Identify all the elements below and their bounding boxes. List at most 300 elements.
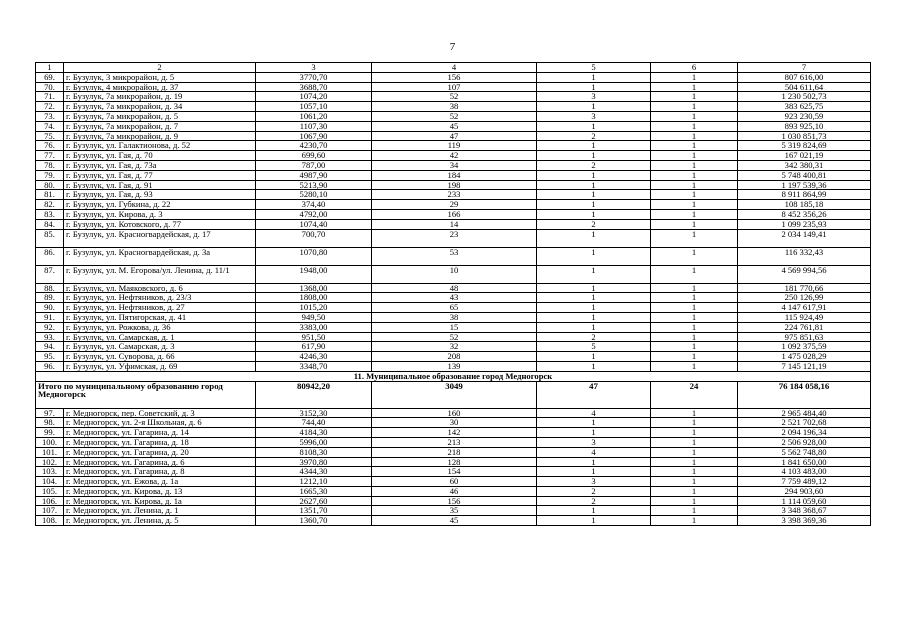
column-6-cell: 1 bbox=[651, 352, 738, 362]
column-6-cell: 1 bbox=[651, 219, 738, 229]
column-5-cell: 1 bbox=[537, 102, 651, 112]
area-cell: 3348,70 bbox=[256, 361, 372, 371]
residents-count-cell: 198 bbox=[372, 180, 537, 190]
row-number-cell: 104. bbox=[36, 477, 64, 487]
column-5-cell: 1 bbox=[537, 72, 651, 82]
row-number-cell: 75. bbox=[36, 131, 64, 141]
residents-count-cell: 10 bbox=[372, 265, 537, 283]
column-6-cell: 1 bbox=[651, 361, 738, 371]
area-cell: 1212,10 bbox=[256, 477, 372, 487]
address-cell: г. Бузулук, ул. Нефтяников, д. 23/3 bbox=[64, 293, 256, 303]
column-header: 3 bbox=[256, 63, 372, 73]
area-cell: 1808,00 bbox=[256, 293, 372, 303]
column-5-cell: 1 bbox=[537, 352, 651, 362]
table-row bbox=[36, 151, 871, 161]
row-number-cell: 88. bbox=[36, 283, 64, 293]
address-cell: г. Медногорск, ул. Гагарина, д. 6 bbox=[64, 457, 256, 467]
address-cell: г. Медногорск, ул. Кирова, д. 13 bbox=[64, 486, 256, 496]
column-5-cell: 1 bbox=[537, 361, 651, 371]
residents-count-cell: 208 bbox=[372, 352, 537, 362]
column-header-row bbox=[36, 63, 871, 73]
residents-count-cell: 35 bbox=[372, 506, 537, 516]
residents-count-cell: 29 bbox=[372, 200, 537, 210]
table-row bbox=[36, 428, 871, 438]
amount-cell: 8 911 864,99 bbox=[738, 190, 871, 200]
area-cell: 949,50 bbox=[256, 312, 372, 322]
amount-cell: 807 616,00 bbox=[738, 72, 871, 82]
address-cell: г. Бузулук, ул. Маяковского, д. 6 bbox=[64, 283, 256, 293]
address-cell: г. Бузулук, ул. Галактионова, д. 52 bbox=[64, 141, 256, 151]
row-number-cell: 99. bbox=[36, 428, 64, 438]
amount-cell: 2 034 149,41 bbox=[738, 229, 871, 247]
table-row bbox=[36, 121, 871, 131]
row-number-cell: 96. bbox=[36, 361, 64, 371]
area-cell: 5996,00 bbox=[256, 437, 372, 447]
table-row bbox=[36, 352, 871, 362]
column-6-cell: 1 bbox=[651, 457, 738, 467]
column-5-cell: 1 bbox=[537, 418, 651, 428]
address-cell: г. Бузулук, ул. Рожкова, д. 36 bbox=[64, 322, 256, 332]
residents-count-cell: 48 bbox=[372, 283, 537, 293]
table-row bbox=[36, 141, 871, 151]
residents-count-cell: 46 bbox=[372, 486, 537, 496]
column-5-cell: 3 bbox=[537, 92, 651, 102]
row-number-cell: 69. bbox=[36, 72, 64, 82]
amount-cell: 5 562 748,80 bbox=[738, 447, 871, 457]
address-cell: г. Медногорск, ул. Ленина, д. 5 bbox=[64, 516, 256, 526]
residents-count-cell: 65 bbox=[372, 303, 537, 313]
table-row bbox=[36, 170, 871, 180]
table-row bbox=[36, 219, 871, 229]
column-6-cell: 1 bbox=[651, 111, 738, 121]
table-row bbox=[36, 418, 871, 428]
area-cell: 1067,90 bbox=[256, 131, 372, 141]
row-number-cell: 82. bbox=[36, 200, 64, 210]
column-5-cell: 2 bbox=[537, 486, 651, 496]
area-cell: 1057,10 bbox=[256, 102, 372, 112]
column-6-cell: 1 bbox=[651, 447, 738, 457]
section-title-row bbox=[36, 371, 871, 381]
table-row bbox=[36, 361, 871, 371]
area-cell: 2627,60 bbox=[256, 496, 372, 506]
residents-count-cell: 60 bbox=[372, 477, 537, 487]
amount-cell: 1 230 502,73 bbox=[738, 92, 871, 102]
table-row bbox=[36, 408, 871, 418]
table-row bbox=[36, 322, 871, 332]
residents-count-cell: 34 bbox=[372, 160, 537, 170]
amount-cell: 2 506 928,00 bbox=[738, 437, 871, 447]
amount-cell: 108 185,18 bbox=[738, 200, 871, 210]
row-number-cell: 106. bbox=[36, 496, 64, 506]
row-number-cell: 97. bbox=[36, 408, 64, 418]
column-6-cell: 1 bbox=[651, 467, 738, 477]
amount-cell: 1 114 059,60 bbox=[738, 496, 871, 506]
column-6-cell: 1 bbox=[651, 437, 738, 447]
address-cell: г. Бузулук, 4 микрорайон, д. 37 bbox=[64, 82, 256, 92]
residents-count-cell: 52 bbox=[372, 332, 537, 342]
column-6-cell: 1 bbox=[651, 506, 738, 516]
row-number-cell: 95. bbox=[36, 352, 64, 362]
residents-count-cell: 218 bbox=[372, 447, 537, 457]
area-cell: 617,90 bbox=[256, 342, 372, 352]
table-row bbox=[36, 92, 871, 102]
column-5-cell: 3 bbox=[537, 437, 651, 447]
address-cell: г. Медногорск, ул. Гагарина, д. 20 bbox=[64, 447, 256, 457]
amount-cell: 8 452 356,26 bbox=[738, 209, 871, 219]
address-cell: г. Бузулук, 7а микрорайон, д. 19 bbox=[64, 92, 256, 102]
residents-count-cell: 119 bbox=[372, 141, 537, 151]
residents-count-cell: 142 bbox=[372, 428, 537, 438]
total-residents: 3049 bbox=[372, 381, 537, 408]
total-label: Итого по муниципальному образованию город Медногорск bbox=[36, 381, 256, 408]
table-row bbox=[36, 293, 871, 303]
column-6-cell: 1 bbox=[651, 92, 738, 102]
column-5-cell: 3 bbox=[537, 477, 651, 487]
amount-cell: 342 380,31 bbox=[738, 160, 871, 170]
address-cell: г. Бузулук, ул. Гая, д. 77 bbox=[64, 170, 256, 180]
residents-count-cell: 107 bbox=[372, 82, 537, 92]
row-number-cell: 76. bbox=[36, 141, 64, 151]
table-row bbox=[36, 190, 871, 200]
row-number-cell: 73. bbox=[36, 111, 64, 121]
address-cell: г. Бузулук, 3 микрорайон, д. 5 bbox=[64, 72, 256, 82]
address-cell: г. Бузулук, ул. Самарская, д. 1 bbox=[64, 332, 256, 342]
area-cell: 1351,70 bbox=[256, 506, 372, 516]
housing-register-table bbox=[35, 62, 871, 526]
table-row bbox=[36, 265, 871, 283]
address-cell: г. Бузулук, ул. М. Егорова/ул. Ленина, д. 11/1 bbox=[64, 265, 256, 283]
amount-cell: 504 611,64 bbox=[738, 82, 871, 92]
column-5-cell: 5 bbox=[537, 342, 651, 352]
column-header: 4 bbox=[372, 63, 537, 73]
address-cell: г. Бузулук, ул. Гая, д. 73а bbox=[64, 160, 256, 170]
amount-cell: 2 965 484,40 bbox=[738, 408, 871, 418]
table-row bbox=[36, 467, 871, 477]
column-6-cell: 1 bbox=[651, 293, 738, 303]
area-cell: 3770,70 bbox=[256, 72, 372, 82]
residents-count-cell: 42 bbox=[372, 151, 537, 161]
area-cell: 1665,30 bbox=[256, 486, 372, 496]
row-number-cell: 107. bbox=[36, 506, 64, 516]
residents-count-cell: 15 bbox=[372, 322, 537, 332]
column-6-cell: 1 bbox=[651, 312, 738, 322]
area-cell: 3152,30 bbox=[256, 408, 372, 418]
address-cell: г. Бузулук, ул. Гая, д. 70 bbox=[64, 151, 256, 161]
address-cell: г. Бузулук, ул. Самарская, д. 3 bbox=[64, 342, 256, 352]
residents-count-cell: 154 bbox=[372, 467, 537, 477]
row-number-cell: 98. bbox=[36, 418, 64, 428]
residents-count-cell: 128 bbox=[372, 457, 537, 467]
column-6-cell: 1 bbox=[651, 151, 738, 161]
row-number-cell: 71. bbox=[36, 92, 64, 102]
column-5-cell: 4 bbox=[537, 447, 651, 457]
amount-cell: 1 092 375,59 bbox=[738, 342, 871, 352]
column-6-cell: 1 bbox=[651, 283, 738, 293]
residents-count-cell: 23 bbox=[372, 229, 537, 247]
table-row bbox=[36, 200, 871, 210]
residents-count-cell: 45 bbox=[372, 121, 537, 131]
column-6-cell: 1 bbox=[651, 265, 738, 283]
area-cell: 4792,00 bbox=[256, 209, 372, 219]
column-6-cell: 1 bbox=[651, 247, 738, 265]
area-cell: 1360,70 bbox=[256, 516, 372, 526]
column-6-cell: 1 bbox=[651, 496, 738, 506]
row-number-cell: 102. bbox=[36, 457, 64, 467]
column-6-cell: 1 bbox=[651, 516, 738, 526]
column-6-cell: 1 bbox=[651, 332, 738, 342]
amount-cell: 975 851,63 bbox=[738, 332, 871, 342]
table-row bbox=[36, 477, 871, 487]
amount-cell: 383 625,75 bbox=[738, 102, 871, 112]
area-cell: 5213,90 bbox=[256, 180, 372, 190]
column-6-cell: 1 bbox=[651, 160, 738, 170]
amount-cell: 4 103 483,00 bbox=[738, 467, 871, 477]
table-row bbox=[36, 342, 871, 352]
column-6-cell: 1 bbox=[651, 342, 738, 352]
column-5-cell: 1 bbox=[537, 322, 651, 332]
table-row bbox=[36, 111, 871, 121]
address-cell: г. Бузулук, 7а микрорайон, д. 7 bbox=[64, 121, 256, 131]
column-5-cell: 1 bbox=[537, 82, 651, 92]
table-row bbox=[36, 180, 871, 190]
column-5-cell: 1 bbox=[537, 516, 651, 526]
row-number-cell: 81. bbox=[36, 190, 64, 200]
row-number-cell: 100. bbox=[36, 437, 64, 447]
residents-count-cell: 14 bbox=[372, 219, 537, 229]
column-5-cell: 2 bbox=[537, 496, 651, 506]
address-cell: г. Бузулук, ул. Красногвардейская, д. 3а bbox=[64, 247, 256, 265]
table-row bbox=[36, 131, 871, 141]
area-cell: 1368,00 bbox=[256, 283, 372, 293]
row-number-cell: 91. bbox=[36, 312, 64, 322]
table-row bbox=[36, 506, 871, 516]
column-5-cell: 1 bbox=[537, 229, 651, 247]
column-5-cell: 1 bbox=[537, 293, 651, 303]
column-6-cell: 1 bbox=[651, 141, 738, 151]
column-5-cell: 1 bbox=[537, 151, 651, 161]
column-6-cell: 1 bbox=[651, 131, 738, 141]
address-cell: г. Медногорск, ул. Кирова, д. 1а bbox=[64, 496, 256, 506]
address-cell: г. Медногорск, ул. 2-я Школьная, д. 6 bbox=[64, 418, 256, 428]
residents-count-cell: 139 bbox=[372, 361, 537, 371]
column-5-cell: 1 bbox=[537, 467, 651, 477]
residents-count-cell: 166 bbox=[372, 209, 537, 219]
row-number-cell: 93. bbox=[36, 332, 64, 342]
address-cell: г. Медногорск, ул. Ежова, д. 1а bbox=[64, 477, 256, 487]
amount-cell: 1 099 235,93 bbox=[738, 219, 871, 229]
address-cell: г. Медногорск, ул. Гагарина, д. 8 bbox=[64, 467, 256, 477]
column-5-cell: 1 bbox=[537, 428, 651, 438]
amount-cell: 3 398 369,36 bbox=[738, 516, 871, 526]
residents-count-cell: 233 bbox=[372, 190, 537, 200]
row-number-cell: 84. bbox=[36, 219, 64, 229]
area-cell: 3970,80 bbox=[256, 457, 372, 467]
section-title: 11. Муниципальное образование город Медногорск bbox=[36, 371, 871, 381]
row-number-cell: 89. bbox=[36, 293, 64, 303]
area-cell: 1107,30 bbox=[256, 121, 372, 131]
column-6-cell: 1 bbox=[651, 229, 738, 247]
column-6-cell: 1 bbox=[651, 200, 738, 210]
column-header: 7 bbox=[738, 63, 871, 73]
residents-count-cell: 184 bbox=[372, 170, 537, 180]
address-cell: г. Медногорск, пер. Советский, д. 3 bbox=[64, 408, 256, 418]
area-cell: 1074,20 bbox=[256, 92, 372, 102]
column-5-cell: 1 bbox=[537, 209, 651, 219]
column-6-cell: 1 bbox=[651, 82, 738, 92]
area-cell: 787,00 bbox=[256, 160, 372, 170]
table-row bbox=[36, 72, 871, 82]
column-header: 5 bbox=[537, 63, 651, 73]
column-5-cell: 1 bbox=[537, 170, 651, 180]
amount-cell: 1 475 028,29 bbox=[738, 352, 871, 362]
page-number: 7 bbox=[449, 41, 456, 53]
residents-count-cell: 30 bbox=[372, 418, 537, 428]
column-5-cell: 1 bbox=[537, 190, 651, 200]
column-6-cell: 1 bbox=[651, 428, 738, 438]
table-row bbox=[36, 312, 871, 322]
area-cell: 4246,30 bbox=[256, 352, 372, 362]
amount-cell: 1 197 539,36 bbox=[738, 180, 871, 190]
row-number-cell: 80. bbox=[36, 180, 64, 190]
address-cell: г. Медногорск, ул. Гагарина, д. 14 bbox=[64, 428, 256, 438]
table-row bbox=[36, 516, 871, 526]
row-number-cell: 86. bbox=[36, 247, 64, 265]
column-6-cell: 1 bbox=[651, 408, 738, 418]
area-cell: 4230,70 bbox=[256, 141, 372, 151]
row-number-cell: 87. bbox=[36, 265, 64, 283]
address-cell: г. Бузулук, ул. Кирова, д. 3 bbox=[64, 209, 256, 219]
table-row bbox=[36, 102, 871, 112]
row-number-cell: 105. bbox=[36, 486, 64, 496]
address-cell: г. Бузулук, 7а микрорайон, д. 9 bbox=[64, 131, 256, 141]
total-column-5: 47 bbox=[537, 381, 651, 408]
total-area: 80942,20 bbox=[256, 381, 372, 408]
row-number-cell: 77. bbox=[36, 151, 64, 161]
residents-count-cell: 38 bbox=[372, 312, 537, 322]
row-number-cell: 74. bbox=[36, 121, 64, 131]
area-cell: 4987,90 bbox=[256, 170, 372, 180]
address-cell: г. Бузулук, 7а микрорайон, д. 34 bbox=[64, 102, 256, 112]
total-column-6: 24 bbox=[651, 381, 738, 408]
amount-cell: 116 332,43 bbox=[738, 247, 871, 265]
amount-cell: 5 748 400,81 bbox=[738, 170, 871, 180]
area-cell: 700,70 bbox=[256, 229, 372, 247]
amount-cell: 893 925,10 bbox=[738, 121, 871, 131]
address-cell: г. Бузулук, ул. Котовского, д. 77 bbox=[64, 219, 256, 229]
residents-count-cell: 32 bbox=[372, 342, 537, 352]
amount-cell: 224 761,81 bbox=[738, 322, 871, 332]
column-5-cell: 2 bbox=[537, 131, 651, 141]
area-cell: 1070,80 bbox=[256, 247, 372, 265]
row-number-cell: 101. bbox=[36, 447, 64, 457]
column-5-cell: 1 bbox=[537, 312, 651, 322]
amount-cell: 7 759 489,12 bbox=[738, 477, 871, 487]
table-row bbox=[36, 209, 871, 219]
table-row bbox=[36, 486, 871, 496]
area-cell: 374,40 bbox=[256, 200, 372, 210]
row-number-cell: 85. bbox=[36, 229, 64, 247]
amount-cell: 2 521 702,68 bbox=[738, 418, 871, 428]
address-cell: г. Бузулук, ул. Суворова, д. 66 bbox=[64, 352, 256, 362]
amount-cell: 1 030 851,73 bbox=[738, 131, 871, 141]
total-row bbox=[36, 381, 871, 408]
column-5-cell: 1 bbox=[537, 200, 651, 210]
residents-count-cell: 52 bbox=[372, 111, 537, 121]
column-6-cell: 1 bbox=[651, 322, 738, 332]
table-row bbox=[36, 437, 871, 447]
residents-count-cell: 53 bbox=[372, 247, 537, 265]
column-5-cell: 4 bbox=[537, 408, 651, 418]
amount-cell: 5 319 824,69 bbox=[738, 141, 871, 151]
row-number-cell: 70. bbox=[36, 82, 64, 92]
column-6-cell: 1 bbox=[651, 170, 738, 180]
residents-count-cell: 38 bbox=[372, 102, 537, 112]
area-cell: 951,50 bbox=[256, 332, 372, 342]
column-5-cell: 1 bbox=[537, 121, 651, 131]
column-6-cell: 1 bbox=[651, 418, 738, 428]
table-row bbox=[36, 160, 871, 170]
row-number-cell: 94. bbox=[36, 342, 64, 352]
amount-cell: 923 230,59 bbox=[738, 111, 871, 121]
column-5-cell: 1 bbox=[537, 283, 651, 293]
table-row bbox=[36, 229, 871, 247]
amount-cell: 2 094 196,34 bbox=[738, 428, 871, 438]
residents-count-cell: 47 bbox=[372, 131, 537, 141]
column-5-cell: 1 bbox=[537, 506, 651, 516]
address-cell: г. Медногорск, ул. Ленина, д. 1 bbox=[64, 506, 256, 516]
table-row bbox=[36, 457, 871, 467]
column-header: 2 bbox=[64, 63, 256, 73]
residents-count-cell: 156 bbox=[372, 72, 537, 82]
column-5-cell: 3 bbox=[537, 111, 651, 121]
area-cell: 4344,30 bbox=[256, 467, 372, 477]
column-6-cell: 1 bbox=[651, 180, 738, 190]
residents-count-cell: 52 bbox=[372, 92, 537, 102]
row-number-cell: 90. bbox=[36, 303, 64, 313]
row-number-cell: 79. bbox=[36, 170, 64, 180]
area-cell: 4184,30 bbox=[256, 428, 372, 438]
column-5-cell: 1 bbox=[537, 141, 651, 151]
amount-cell: 4 147 617,91 bbox=[738, 303, 871, 313]
table-row bbox=[36, 447, 871, 457]
amount-cell: 1 841 650,00 bbox=[738, 457, 871, 467]
address-cell: г. Бузулук, ул. Красногвардейская, д. 17 bbox=[64, 229, 256, 247]
area-cell: 8108,30 bbox=[256, 447, 372, 457]
column-5-cell: 2 bbox=[537, 160, 651, 170]
residents-count-cell: 160 bbox=[372, 408, 537, 418]
amount-cell: 3 348 368,67 bbox=[738, 506, 871, 516]
column-6-cell: 1 bbox=[651, 486, 738, 496]
column-6-cell: 1 bbox=[651, 477, 738, 487]
residents-count-cell: 156 bbox=[372, 496, 537, 506]
area-cell: 1074,40 bbox=[256, 219, 372, 229]
column-5-cell: 2 bbox=[537, 219, 651, 229]
address-cell: г. Бузулук, ул. Губкина, д. 22 bbox=[64, 200, 256, 210]
column-6-cell: 1 bbox=[651, 190, 738, 200]
address-cell: г. Медногорск, ул. Гагарина, д. 18 bbox=[64, 437, 256, 447]
total-amount: 76 184 058,16 bbox=[738, 381, 871, 408]
row-number-cell: 72. bbox=[36, 102, 64, 112]
row-number-cell: 92. bbox=[36, 322, 64, 332]
area-cell: 3688,70 bbox=[256, 82, 372, 92]
area-cell: 3383,00 bbox=[256, 322, 372, 332]
column-5-cell: 1 bbox=[537, 303, 651, 313]
address-cell: г. Бузулук, ул. Нефтяников, д. 27 bbox=[64, 303, 256, 313]
residents-count-cell: 45 bbox=[372, 516, 537, 526]
table-row bbox=[36, 247, 871, 265]
row-number-cell: 103. bbox=[36, 467, 64, 477]
column-5-cell: 2 bbox=[537, 332, 651, 342]
